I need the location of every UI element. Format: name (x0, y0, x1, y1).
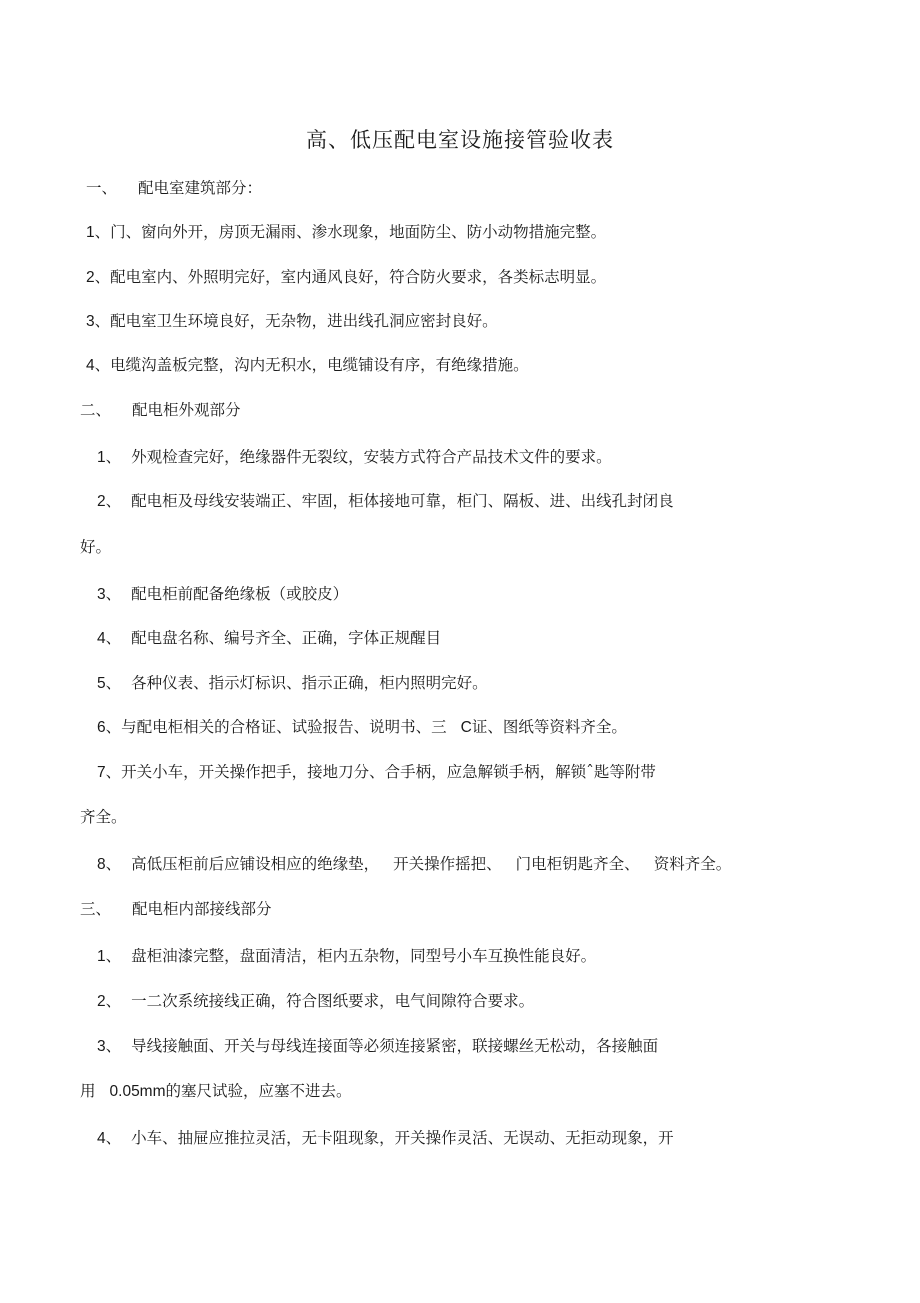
list-item: 3、配电室卫生环境良好，无杂物，进出线孔洞应密封良好。 (86, 312, 498, 330)
section-number: 三、 (80, 900, 112, 918)
list-item: 2、 一二次系统接线正确，符合图纸要求，电气间隙符合要求。 (97, 992, 535, 1010)
section-heading-1 (86, 177, 262, 199)
section-heading-3 (80, 898, 272, 920)
list-item: 8、 高低压柜前后应铺设相应的绝缘垫， 开关操作摇把、 门电柜钥匙齐全、 资料齐全。 (97, 855, 732, 873)
list-item: 3、 配电柜前配备绝缘板（或胶皮） (97, 585, 349, 603)
list-item: 3、 导线接触面、开关与母线连接面等必须连接紧密，联接螺丝无松动，各接触面 (97, 1037, 659, 1055)
list-item: 5、 各种仪表、指示灯标识、指示正确，柜内照明完好。 (97, 674, 488, 692)
document-title: 高、低压配电室设施接管验收表 (306, 128, 614, 152)
section-title: 配电柜外观部分 (132, 401, 241, 419)
list-item: 4、 配电盘名称、编号齐全、正确，字体正规醒目 (97, 629, 442, 647)
list-item: 7、开关小车，开关操作把手，接地刀分、合手柄，应急解锁手柄，解锁ˆ匙等附带 (97, 763, 656, 781)
list-item: 1、 盘柜油漆完整，盘面清洁，柜内五杂物，同型号小车互换性能良好。 (97, 947, 597, 965)
list-item: 4、电缆沟盖板完整，沟内无积水，电缆铺设有序，有绝缘措施。 (86, 356, 529, 374)
list-item: 6、与配电柜相关的合格证、试验报告、说明书、三 C证、图纸等资料齐全。 (97, 718, 627, 736)
list-item-continuation: 用 0.05mm的塞尺试验，应塞不进去。 (80, 1082, 352, 1100)
section-number: 一、 (86, 179, 118, 197)
list-item: 4、 小车、抽屉应推拉灵活，无卡阻现象，开关操作灵活、无误动、无拒动现象，开 (97, 1129, 674, 1147)
section-title: 配电室建筑部分： (138, 179, 263, 197)
list-item: 1、门、窗向外开，房顶无漏雨、渗水现象，地面防尘、防小动物措施完整。 (86, 223, 607, 241)
list-item: 2、 配电柜及母线安装端正、牢固，柜体接地可靠，柜门、隔板、进、出线孔封闭良 (97, 492, 674, 510)
list-item: 1、 外观检查完好，绝缘器件无裂纹，安装方式符合产品技术文件的要求。 (97, 448, 612, 466)
list-item: 2、配电室内、外照明完好，室内通风良好，符合防火要求，各类标志明显。 (86, 268, 607, 286)
list-item-continuation: 好。 (80, 538, 112, 556)
section-number: 二、 (80, 401, 112, 419)
section-heading-2 (80, 399, 241, 421)
section-title: 配电柜内部接线部分 (132, 900, 272, 918)
list-item-continuation: 齐全。 (80, 808, 127, 826)
